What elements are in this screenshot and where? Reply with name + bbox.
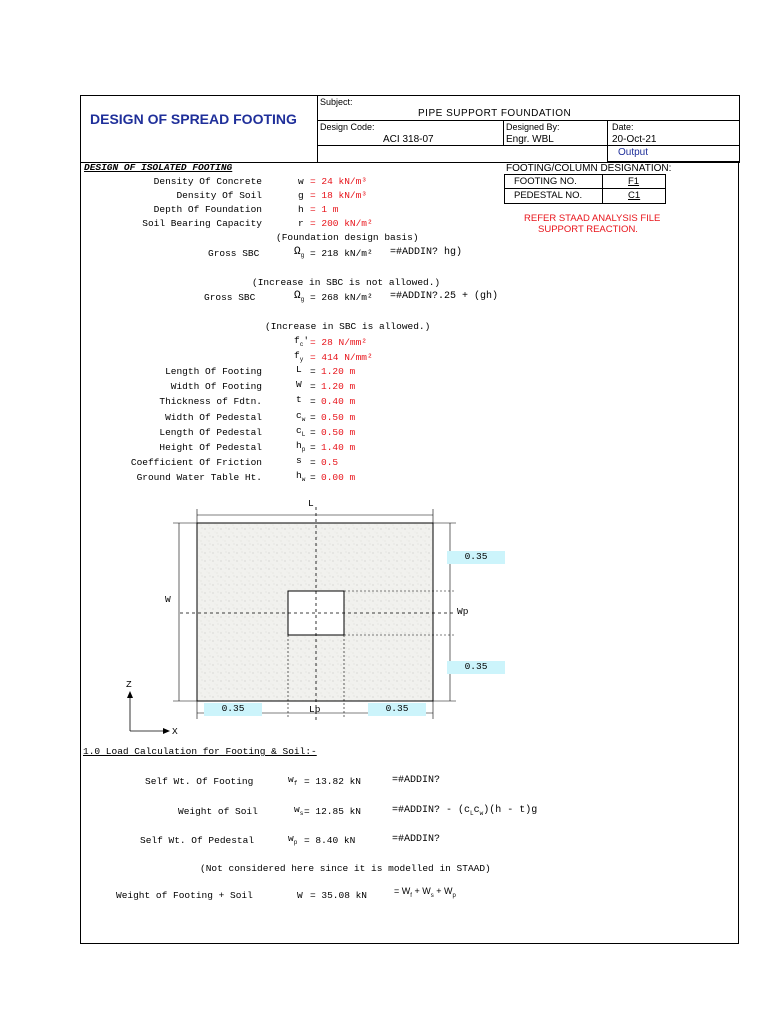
dimension-label: Length Of Footing bbox=[165, 366, 262, 377]
axis-z-label: Z bbox=[126, 679, 132, 690]
dimension-label: Width Of Pedestal bbox=[165, 411, 262, 423]
load-symbol: $w_s$ bbox=[294, 804, 304, 817]
load-calc-title: 1.0 Load Calculation for Footing & Soil:- bbox=[83, 746, 317, 757]
dimension-equals: = bbox=[310, 442, 316, 453]
gross-sbc-formula: =#ADDIN? hg) bbox=[390, 247, 463, 258]
designation-title: FOOTING/COLUMN DESIGNATION: bbox=[506, 163, 672, 174]
dimension-value: 0.50 m bbox=[321, 411, 356, 423]
design-code-value: ACI 318-07 bbox=[383, 134, 434, 145]
total-formula: = $W_f + W_s + W_p$ bbox=[394, 886, 456, 899]
dimension-symbol: $c_L$ bbox=[296, 424, 306, 438]
dimension-label: Coefficient Of Friction bbox=[130, 457, 262, 469]
date-value: 20-Oct-21 bbox=[612, 134, 657, 145]
subject-value: PIPE SUPPORT FOUNDATION bbox=[418, 108, 572, 119]
input-value: = 200 kN/m² bbox=[310, 218, 373, 229]
designation-col-divider bbox=[602, 174, 603, 204]
dimension-symbol: W bbox=[296, 379, 302, 391]
dimension-equals: = bbox=[310, 366, 316, 377]
dimension-equals: = bbox=[310, 411, 316, 423]
section-title: DESIGN OF ISOLATED FOOTING bbox=[84, 162, 233, 173]
load-formula: =#ADDIN? bbox=[392, 775, 441, 786]
body-left-border bbox=[80, 161, 81, 944]
input-value: = 18 kN/m³ bbox=[310, 190, 368, 201]
diagram-label-l: L bbox=[308, 498, 314, 509]
designed-by-value: Engr. WBL bbox=[506, 134, 554, 145]
dimension-label: Width Of Footing bbox=[170, 381, 262, 393]
dimension-symbol: L bbox=[296, 364, 302, 375]
load-label: Self Wt. Of Pedestal bbox=[140, 835, 255, 846]
document-title: DESIGN OF SPREAD FOOTING bbox=[90, 111, 297, 127]
dimension-symbol: $h_p$ bbox=[296, 440, 306, 453]
pedestal-no-value: C1 bbox=[628, 190, 641, 201]
dim-right-top: 0.35 bbox=[447, 551, 505, 564]
dimension-equals: = bbox=[310, 426, 316, 438]
header-hline-3 bbox=[607, 161, 739, 162]
fy-symbol: $f_y$ bbox=[294, 350, 304, 363]
dimension-symbol: $c_w$ bbox=[296, 409, 306, 423]
header-divider-3 bbox=[607, 120, 608, 162]
dimension-equals: = bbox=[310, 381, 316, 393]
dimension-value: 1.20 m bbox=[321, 381, 356, 393]
sbc-not-allowed-note: (Increase in SBC is not allowed.) bbox=[252, 277, 441, 288]
load-symbol: $w_p$ bbox=[288, 833, 298, 846]
pedestal-no-label: PEDESTAL NO. bbox=[514, 190, 583, 201]
dim-bottom-right: 0.35 bbox=[368, 703, 426, 716]
load-label: Weight of Soil bbox=[178, 806, 258, 817]
input-label: Depth Of Foundation bbox=[153, 204, 262, 215]
dimension-symbol: s bbox=[296, 455, 302, 467]
output-label: Output bbox=[618, 147, 649, 158]
fc-value: = 28 N/mm² bbox=[310, 337, 368, 348]
gross-sbc-symbol: $\Omega_g$ bbox=[294, 290, 305, 304]
load-value: = 12.85 kN bbox=[304, 806, 362, 817]
designed-by-label: Designed By: bbox=[506, 122, 560, 132]
subject-label: Subject: bbox=[320, 97, 353, 107]
dimension-label: Ground Water Table Ht. bbox=[136, 472, 262, 484]
fy-value: = 414 N/mm² bbox=[310, 352, 373, 363]
dimension-label: Height Of Pedestal bbox=[159, 442, 262, 453]
input-label: Density Of Soil bbox=[176, 190, 262, 201]
dimension-value: 0.50 m bbox=[321, 426, 356, 438]
input-value: = 1 m bbox=[310, 204, 339, 215]
input-symbol: r bbox=[298, 218, 304, 229]
input-symbol: g bbox=[298, 190, 304, 201]
diagram-label-w: W bbox=[165, 594, 171, 605]
dimension-value: 0.5 bbox=[321, 457, 339, 469]
designation-row-divider bbox=[504, 188, 666, 189]
dim-right-bottom: 0.35 bbox=[447, 661, 505, 674]
load-value: = 8.40 kN bbox=[304, 835, 356, 846]
footing-no-value: F1 bbox=[628, 176, 640, 187]
sbc-allowed-note: (Increase in SBC is allowed.) bbox=[265, 321, 431, 332]
dimension-value: 0.40 m bbox=[321, 396, 356, 408]
header-hline-2 bbox=[317, 145, 739, 146]
dimension-value: 1.20 m bbox=[321, 366, 356, 377]
header-divider-2 bbox=[503, 120, 504, 146]
dimension-equals: = bbox=[310, 457, 316, 469]
dimension-symbol: t bbox=[296, 394, 302, 406]
dimension-value: 1.40 m bbox=[321, 442, 356, 453]
input-value: = 24 kN/m³ bbox=[310, 176, 368, 187]
diagram-label-wp: Wp bbox=[457, 606, 469, 617]
gross-sbc-formula: =#ADDIN?.25 + (gh) bbox=[390, 291, 499, 302]
load-symbol: $w_f$ bbox=[288, 774, 298, 787]
gross-sbc-symbol: $\Omega_g$ bbox=[294, 246, 305, 260]
input-label: Soil Bearing Capacity bbox=[142, 218, 262, 229]
gross-sbc-label: Gross SBC bbox=[204, 292, 256, 303]
staad-note-line2: SUPPORT REACTION. bbox=[538, 224, 638, 235]
load-value: = 13.82 kN bbox=[304, 776, 362, 787]
axis-x-label: X bbox=[172, 726, 178, 737]
date-label: Date: bbox=[612, 122, 634, 132]
footing-no-label: FOOTING NO. bbox=[514, 176, 577, 187]
input-symbol: h bbox=[298, 204, 304, 215]
dimension-value: 0.00 m bbox=[321, 472, 356, 484]
load-formula: =#ADDIN? bbox=[392, 834, 441, 845]
dimension-label: Thickness of Fdtn. bbox=[159, 396, 262, 408]
gross-sbc-value: = 218 kN/m² bbox=[310, 248, 373, 259]
total-value: = 35.08 kN bbox=[310, 890, 368, 901]
input-symbol: w bbox=[298, 176, 304, 187]
body-bottom-border bbox=[80, 943, 739, 944]
dimension-equals: = bbox=[310, 396, 316, 408]
total-label: Weight of Footing + Soil bbox=[116, 890, 253, 901]
header-divider bbox=[317, 95, 318, 162]
load-label: Self Wt. Of Footing bbox=[145, 776, 254, 787]
design-basis-note: (Foundation design basis) bbox=[276, 232, 419, 243]
input-label: Density Of Concrete bbox=[153, 176, 262, 187]
dimension-label: Length Of Pedestal bbox=[159, 426, 262, 438]
staad-model-note: (Not considered here since it is modelled in STAAD) bbox=[200, 863, 491, 874]
gross-sbc-value: = 268 kN/m² bbox=[310, 292, 373, 303]
fc-symbol: $f_c'$ bbox=[294, 335, 310, 348]
dimension-equals: = bbox=[310, 472, 316, 484]
dim-bottom-left: 0.35 bbox=[204, 703, 262, 716]
diagram-label-lp: Lp bbox=[309, 704, 321, 715]
load-formula: =#ADDIN? - $(c_Lc_w)(h - t)g$ bbox=[392, 805, 538, 817]
total-symbol: W bbox=[297, 890, 303, 901]
body-right-border bbox=[738, 161, 739, 944]
dimension-symbol: $h_w$ bbox=[296, 470, 306, 484]
header-hline-1 bbox=[317, 120, 739, 121]
staad-note-line1: REFER STAAD ANALYSIS FILE bbox=[524, 213, 661, 224]
gross-sbc-label: Gross SBC bbox=[208, 248, 260, 259]
design-code-label: Design Code: bbox=[320, 122, 375, 132]
